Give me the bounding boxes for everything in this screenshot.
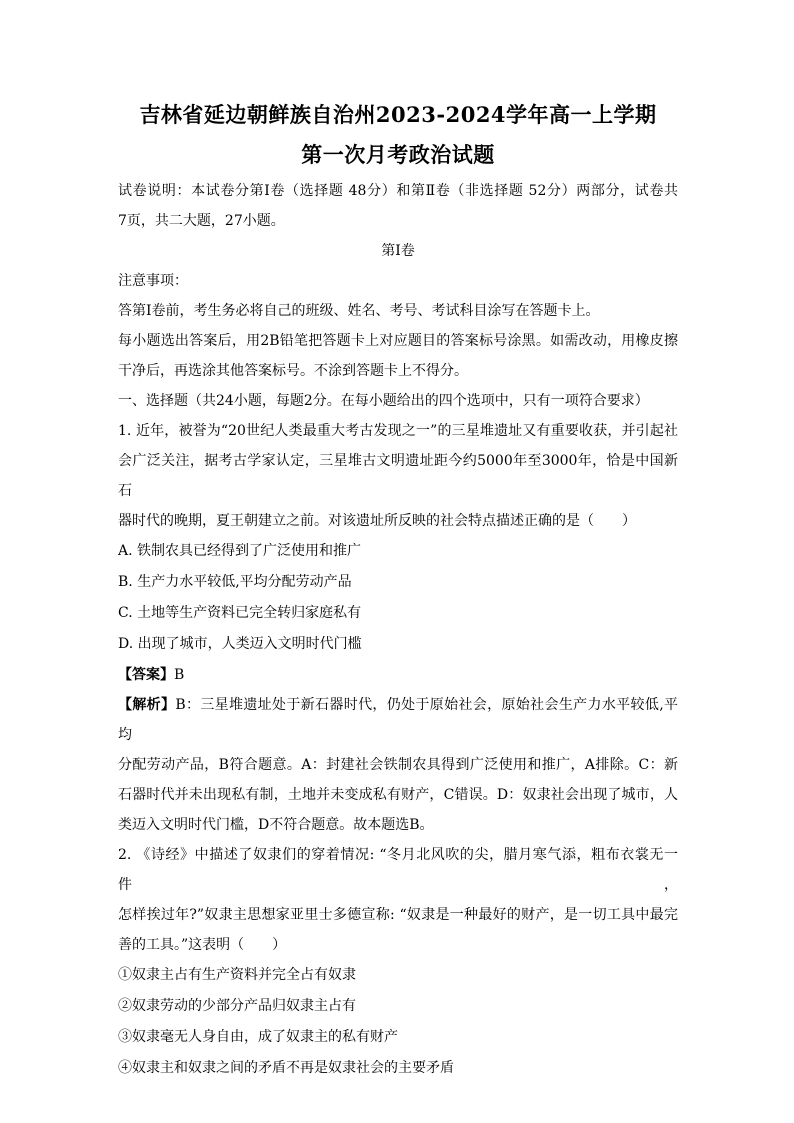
q1-option-c: C. 土地等生产资料已完全转归家庭私有	[118, 605, 362, 621]
notice-item-2-line2: 干净后，再选涂其他答案标号。不涂到答题卡上不得分。	[118, 363, 468, 379]
question-1	[118, 416, 678, 840]
exam-page	[118, 100, 678, 1084]
section-title: 第Ⅰ卷	[381, 243, 415, 259]
exam-title-line2: 第一次月考政治试题	[301, 142, 495, 167]
q2-item-3: ③奴隶毫无人身自由，成了奴隶主的私有财产	[118, 1029, 398, 1045]
q2-item-1: ①奴隶主占有生产资料并完全占有奴隶	[118, 967, 356, 983]
q1-option-b: B. 生产力水平较低,平均分配劳动产品	[118, 574, 352, 590]
q2-item-2: ②奴隶劳动的少部分产品归奴隶主占有	[118, 998, 356, 1014]
q1-analysis-label: 【解析】	[118, 697, 176, 713]
exam-title-line1: 吉林省延边朝鲜族自治州2023-2024学年高一上学期	[139, 102, 657, 127]
q1-stem-line3: 器时代的晚期，夏王朝建立之前。对该遗址所反映的社会特点描述正确的是（ ）	[118, 513, 636, 529]
q1-analysis-line2: 分配劳动产品，B符合题意。A：封建社会铁制农具得到广泛使用和推广，A排除。C：新	[118, 757, 678, 773]
question-2	[118, 840, 678, 1084]
q1-stem-line1: 1. 近年，被誉为“20世纪人类最重大考古发现之一”的三星堆遗址又有重要收获，并引起社	[118, 423, 678, 439]
q1-analysis-text1: B：三星堆遗址处于新石器时代，仍处于原始社会，原始社会生产力水平较低,平均	[118, 697, 678, 743]
q1-option-a: A. 铁制农具已经得到了广泛使用和推广	[118, 543, 362, 559]
q1-analysis-line1	[118, 690, 678, 750]
q1-answer	[118, 660, 678, 690]
q2-stem-line3: 善的工具。”这表明（ ）	[118, 937, 287, 953]
q2-item-4: ④奴隶主和奴隶之间的矛盾不再是奴隶社会的主要矛盾	[118, 1060, 454, 1076]
notice-item-1: 答第Ⅰ卷前，考生务必将自己的班级、姓名、考号、考试科目涂写在答题卡上。	[118, 303, 600, 319]
q1-answer-value: B	[174, 667, 185, 683]
q2-stem-line2: 怎样挨过年?”奴隶主思想家亚里士多德宣称: “奴隶是一种最好的财产，是一切工具中最完	[118, 907, 678, 923]
notice-label: 注意事项：	[118, 273, 188, 289]
q1-analysis-line3: 石器时代并未出现私有制，土地并未变成私有财产，C错误。D：奴隶社会出现了城市，人	[118, 787, 678, 803]
q1-option-d: D. 出现了城市，人类迈入文明时代门槛	[118, 636, 362, 652]
q1-stem-line2: 会广泛关注，据考古学家认定，三星堆古文明遗址距今约5000年至3000年，恰是中国新石	[118, 453, 678, 499]
q1-answer-label: 【答案】	[118, 667, 174, 683]
part-heading: 一、选择题（共24小题，每题2分。在每小题给出的四个选项中，只有一项符合要求）	[118, 393, 649, 409]
q1-analysis-line4: 类迈入文明时代门槛，D不符合题意。故本题选B。	[118, 817, 434, 833]
intro-line2: 7页，共二大题，27小题。	[118, 213, 285, 229]
q2-stem-line1: 2. 《诗经》中描述了奴隶们的穿着情况: “冬月北风吹的尖，腊月寒气添，粗布衣裳无一件，	[118, 847, 678, 893]
intro-line1: 试卷说明：本试卷分第Ⅰ卷（选择题 48分）和第Ⅱ卷（非选择题 52分）两部分，试卷共	[118, 183, 678, 199]
notice-item-2-line1: 每小题选出答案后，用2B铅笔把答题卡上对应题目的答案标号涂黑。如需改动，用橡皮擦	[118, 333, 678, 349]
